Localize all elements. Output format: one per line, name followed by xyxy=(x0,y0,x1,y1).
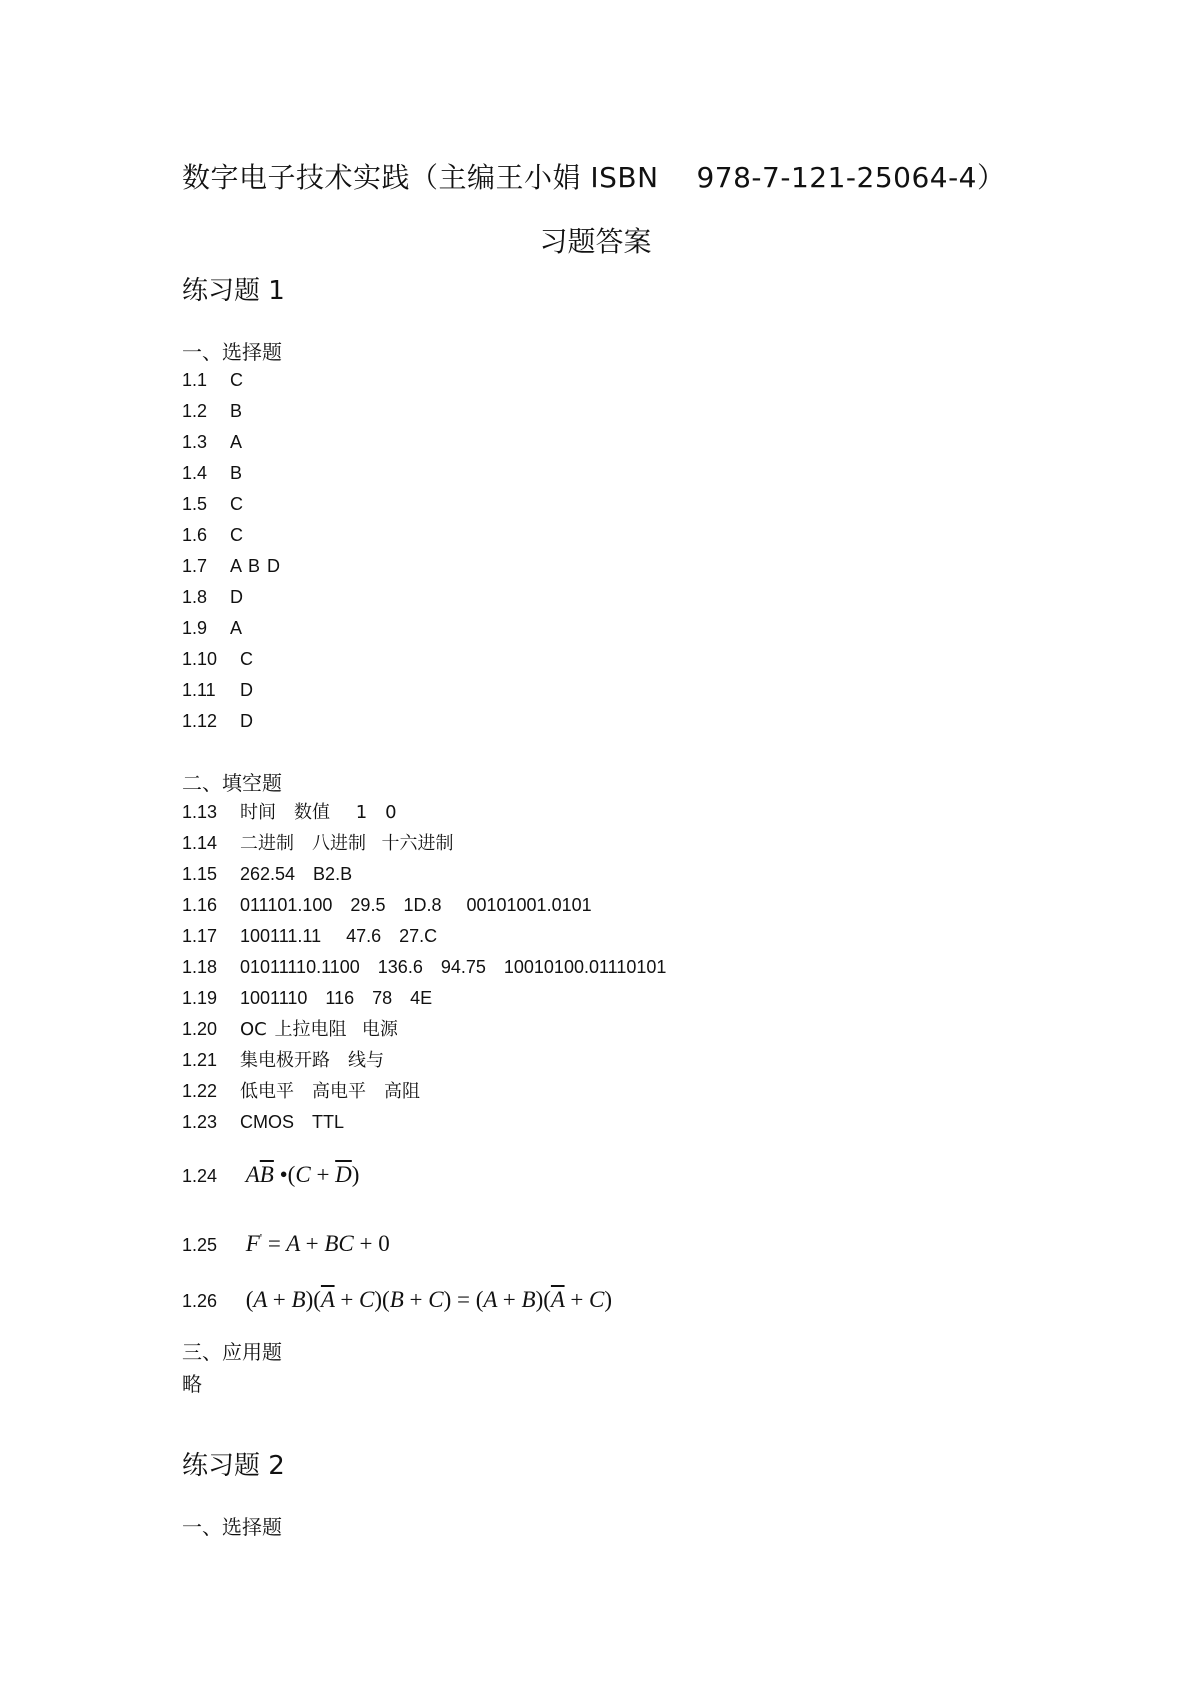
document-subtitle: 习题答案 xyxy=(539,225,652,258)
formula-1-24: $A\overline{B}$ •(C + $\overline{D}$) xyxy=(245,1162,360,1187)
answer-row: 1.3 A xyxy=(182,432,243,452)
answer-row: 1.18 01011110.1100 136.6 94.75 10010100.01110101 xyxy=(182,957,667,977)
answer-row: 1.17 100111.11 47.6 27.C xyxy=(182,926,438,946)
answer-row: 1.8 D xyxy=(182,587,243,607)
answer-row: 1.1 C xyxy=(182,370,243,390)
answer-row: 1.4 B xyxy=(182,463,243,483)
answer-row: 1.10 C xyxy=(182,649,253,669)
answer-row: 1.6 C xyxy=(182,525,243,545)
answer-row: 1.20 OC 上拉电阻 电源 xyxy=(182,1019,398,1040)
answer-row: 1.19 1001110 116 78 4E xyxy=(182,988,433,1008)
answer-row: 1.11 D xyxy=(182,680,253,700)
answer-row: 1.15 262.54 B2.B xyxy=(182,864,353,884)
answer-row: 1.14 二进制 八进制 十六进制 xyxy=(182,833,454,854)
answer-row-formula: 1.26 $(A + B)(\overline{A} + C)(B + C) = (A + B)(\overline{A} + C)$ xyxy=(182,1287,613,1312)
apply-answer: 略 xyxy=(182,1372,202,1396)
section-heading-exercise-2: 练习题 2 xyxy=(182,1451,285,1481)
section-heading-exercise-1: 练习题 1 xyxy=(182,276,285,306)
apply-heading: 三、应用题 xyxy=(182,1340,282,1364)
answer-row: 1.12 D xyxy=(182,711,253,731)
choice-heading-2: 一、选择题 xyxy=(182,1515,282,1539)
answer-row: 1.5 C xyxy=(182,494,243,514)
fill-heading: 二、填空题 xyxy=(182,771,282,795)
answer-row: 1.23 CMOS TTL xyxy=(182,1112,345,1132)
answer-row: 1.9 A xyxy=(182,618,243,638)
answer-row: 1.22 低电平 高电平 高阻 xyxy=(182,1081,420,1102)
answer-row: 1.7 A B D xyxy=(182,556,281,576)
formula-1-26: $(A + B)(\overline{A} + C)(B + C) = (A + B)(\overline{A} + C)$ xyxy=(245,1287,613,1312)
choice-heading: 一、选择题 xyxy=(182,340,282,364)
answer-row: 1.21 集电极开路 线与 xyxy=(182,1050,384,1071)
document-title: 数字电子技术实践（主编王小娟 ISBN 978-7-121-25064-4） xyxy=(182,161,1006,194)
answer-row: 1.16 011101.100 29.5 1D.8 00101001.0101 xyxy=(182,895,592,915)
formula-1-25: F' = A + BC + 0 xyxy=(245,1230,390,1256)
answer-row-formula: 1.24 $A\overline{B}$ •(C + $\overline{D}$) xyxy=(182,1162,360,1187)
answer-row: 1.2 B xyxy=(182,401,243,421)
answer-row: 1.13 时间 数值 1 0 xyxy=(182,802,397,823)
answer-row-formula: 1.25 F' = A + BC + 0 xyxy=(182,1230,390,1256)
